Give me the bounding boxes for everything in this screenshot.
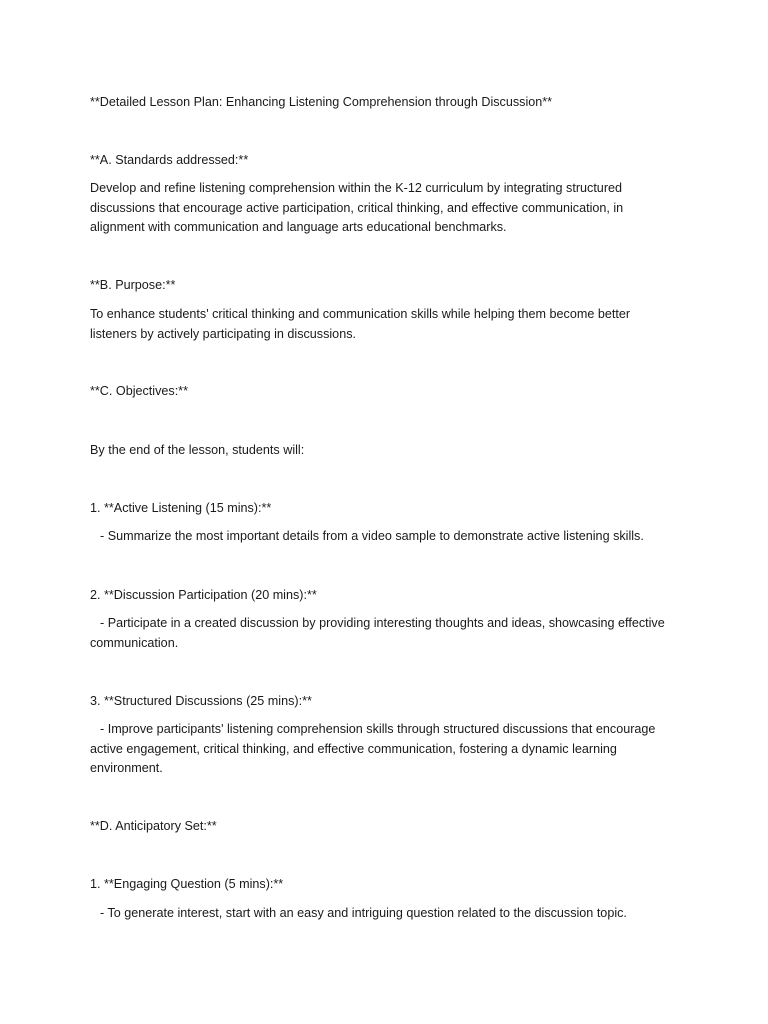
- section-a-body: Develop and refine listening comprehension within the K-12 curriculum by integrating structured discussions that encourage active participation, critical thinking, and effective communication, in alignment with communication and language arts educational benchmarks.: [90, 181, 624, 234]
- objective-3-body: - Improve participants' listening comprehension skills through structured discussions that encourage active engagement, critical thinking, and effective communication, fostering a dynamic learning environment.: [90, 722, 656, 775]
- anticipatory-1-body: - To generate interest, start with an easy and intriguing question related to the discussion topic.: [100, 906, 627, 920]
- anticipatory-1-heading: 1. **Engaging Question (5 mins):**: [90, 877, 284, 891]
- section-c-heading: **C. Objectives:**: [90, 384, 188, 398]
- section-b-heading: **B. Purpose:**: [90, 278, 176, 292]
- objective-3-heading: 3. **Structured Discussions (25 mins):**: [90, 694, 312, 708]
- document-title: **Detailed Lesson Plan: Enhancing Listening Comprehension through Discussion**: [90, 95, 553, 109]
- objective-1-heading: 1. **Active Listening (15 mins):**: [90, 501, 272, 515]
- section-c-intro: By the end of the lesson, students will:: [90, 443, 305, 457]
- objective-2-heading: 2. **Discussion Participation (20 mins):**: [90, 588, 317, 602]
- objective-2-body: - Participate in a created discussion by providing interesting thoughts and ideas, showcasing effective communication.: [90, 616, 665, 650]
- objective-1-body: - Summarize the most important details from a video sample to demonstrate active listening skills.: [100, 529, 644, 543]
- section-a-heading: **A. Standards addressed:**: [90, 153, 249, 167]
- section-d-heading: **D. Anticipatory Set:**: [90, 819, 217, 833]
- section-b-body: To enhance students' critical thinking and communication skills while helping them become better listeners by actively participating in discussions.: [90, 307, 631, 341]
